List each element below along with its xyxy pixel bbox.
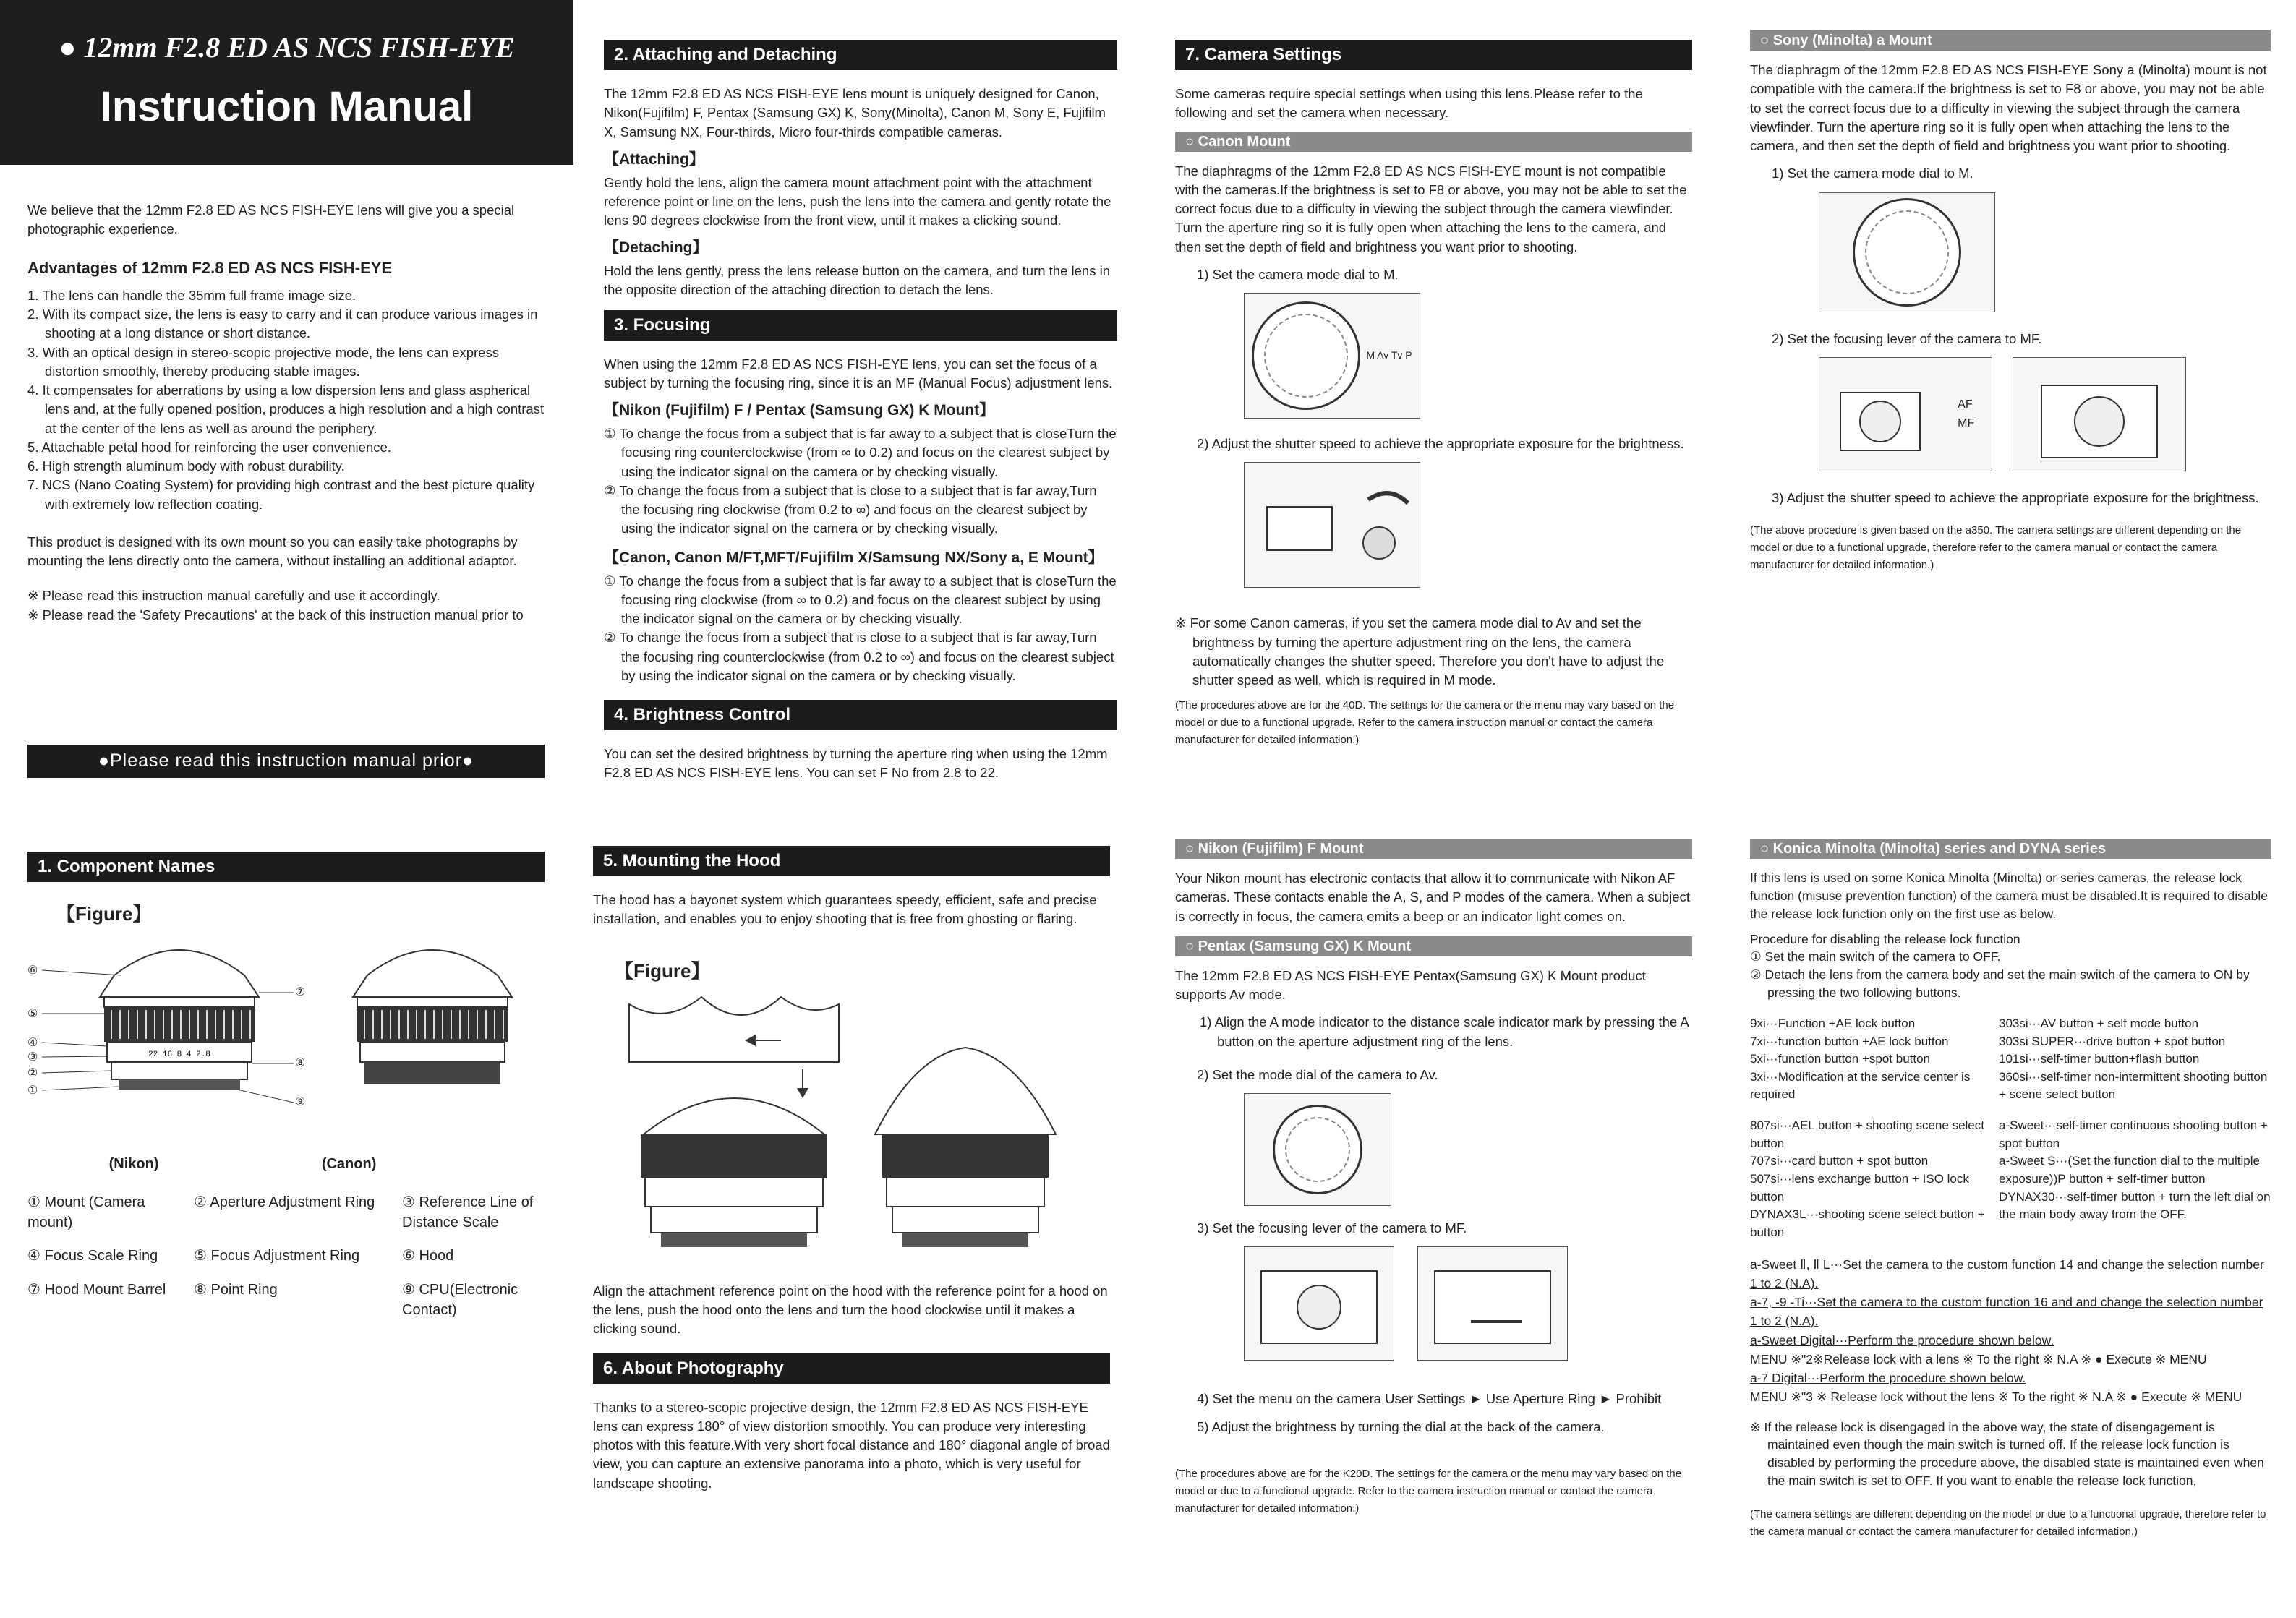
nikon-focus-heading: 【Nikon (Fujifilm) F / Pentax (Samsung GX) K Mount】 [604, 402, 995, 419]
camera-settings-text: Some cameras require special settings when using this lens.Please refer to the following and set the camera when necessary. [1175, 86, 1643, 121]
pentax-step-4: 4) Set the menu on the camera User Settings ► Use Aperture Ring ► Prohibit [1197, 1391, 1662, 1407]
part-label: ③ Reference Line of Distance Scale [402, 1194, 534, 1230]
model-entry: 707si···card button + spot button [1750, 1154, 1929, 1168]
custom-function-note: a-Sweet Ⅱ, Ⅱ L···Set the camera to the custom function 14 and change the selection number 1 to 2 (N.A). [1750, 1257, 2264, 1290]
svg-text:⑥: ⑥ [27, 964, 38, 977]
canon-focus-heading: 【Canon, Canon M/FT,MFT/Fujifilm X/Samsung NX/Sony a, E Mount】 [604, 549, 1104, 566]
camera-body-icon [2027, 367, 2172, 461]
attaching-heading: 【Attaching】 [604, 150, 704, 168]
list-item: 5. Attachable petal hood for reinforcing the user convenience. [27, 439, 391, 455]
part-label: ⑨ CPU(Electronic Contact) [402, 1281, 518, 1319]
konica-text: If this lens is used on some Konica Minolta (Minolta) or series cameras, the release lock function (misuse prevention function) of the camera must be disabled.It is required to disable the release lock function only on the first use as below. [1750, 870, 2268, 921]
section-heading: 5. Mounting the Hood [593, 846, 1110, 876]
pentax-step-1: 1) Align the A mode indicator to the distance scale indicator mark by pressing the A button on the aperture adjustment ring of the lens. [1200, 1014, 1689, 1049]
section-heading: 2. Attaching and Detaching [604, 40, 1117, 70]
konica-heading: ○ Konica Minolta (Minolta) series and DYNA series [1750, 839, 2271, 859]
canon-fine-print: (The procedures above are for the 40D. The settings for the camera or the menu may vary based on the model or due to a functional upgrade. Refer to the camera instruction manual or contact the camera manufacturer for detailed information.) [1175, 699, 1675, 747]
focus-step: ② To change the focus from a subject that is close to a subject that is far away,Turn the focusing ring clockwise (from 0.2 to ∞) and focus on the clearest subject by using the indicator signal on the camera or by checking visually. [604, 482, 1097, 536]
model-entry: 3xi···Modification at the service center is required [1750, 1069, 1971, 1102]
model-button-table [1750, 1015, 2271, 1242]
menu-sequence: MENU ※"2※Release lock with a lens ※ To the right ※ N.A ※ ● Execute ※ MENU [1750, 1351, 2207, 1366]
mode-dial-icon [1273, 1105, 1362, 1194]
column-2-top [604, 40, 1117, 790]
canon-step-2: 2) Adjust the shutter speed to achieve the appropriate exposure for the brightness. [1197, 436, 1684, 452]
advantages-list [27, 286, 552, 514]
canon-av-note: ※ For some Canon cameras, if you set the camera mode dial to Av and set the brightness by turning the aperture adjustment ring on the lens, the camera automatically changes the shutter speed. Therefore you don't have to adjust the shutter speed as well, which is required in M mode. [1175, 615, 1665, 688]
title-block [0, 0, 573, 165]
svg-text:⑦: ⑦ [295, 985, 306, 998]
section-heading: 4. Brightness Control [604, 700, 1117, 730]
sony-lever-figures [1819, 357, 2271, 471]
pentax-lever-figures [1244, 1246, 1692, 1361]
focus-lever-figure [1244, 1246, 1394, 1361]
camera-body-icon [1254, 1257, 1384, 1351]
focus-step: ② To change the focus from a subject that is close to a subject that is far away,Turn the focusing ring counterclockwise (from 0.2 to ∞) and focus on the clearest subject by using the indicator signal on the camera or by checking visually. [604, 630, 1114, 683]
model-entry: 807si···AEL button + shooting scene select button [1750, 1118, 1984, 1150]
custom-function-note: a-7 Digital···Perform the procedure shown below. [1750, 1371, 2026, 1386]
svg-text:⑤: ⑤ [27, 1007, 38, 1020]
sony-mode-dial-figure [1819, 192, 1995, 312]
section-heading: 6. About Photography [593, 1353, 1110, 1384]
canon-mount-text: The diaphragms of the 12mm F2.8 ED AS NCS FISH-EYE mount is not compatible with the cameras.If the brightness is set to F8 or above, you may not be able to set the correct focus due to a difficulty in viewing the subject through the camera viewfinder. Turn the aperture ring so it is fully open when attaching the lens to the camera, and then set the depth of field and brightness you want prior to shooting. [1175, 163, 1687, 254]
canon-mode-dial-figure [1244, 293, 1420, 419]
column-3-bottom [1175, 839, 1692, 1525]
model-entry: 9xi···Function +AE lock button [1750, 1016, 1916, 1030]
lens-diagram [27, 932, 545, 1149]
model-entry: DYNAX30···self-timer button + turn the left dial on the main body away from the OFF. [1999, 1189, 2271, 1222]
figure-label: 【Figure】 [615, 959, 710, 982]
list-item: 6. High strength aluminum body with robust durability. [27, 458, 345, 474]
svg-text:⑧: ⑧ [295, 1056, 306, 1069]
model-entry: 7xi···function button +AE lock button [1750, 1034, 1949, 1048]
section-heading: 1. Component Names [27, 852, 545, 882]
intro-section [27, 201, 552, 625]
nikon-mount-text: Your Nikon mount has electronic contacts that allow it to communicate with Nikon AF cameras. These contacts enable the A, S, and P modes of the camera. When a subject is correctly in focus, the camera emits a beep or an indicator light comes on. [1175, 870, 1690, 924]
hood-diagram [593, 990, 1110, 1264]
read-manual-banner: ●Please read this instruction manual prior● [27, 745, 545, 778]
menu-sequence: MENU ※"3 ※ Release lock without the lens ※ To the right ※ N.A ※ ● Execute ※ MENU [1750, 1390, 2242, 1405]
list-item: 1. The lens can handle the 35mm full frame image size. [27, 287, 357, 303]
list-item: 7. NCS (Nano Coating System) for providing high contrast and the best picture quality with extremely low reflection coating. [27, 477, 535, 512]
section-heading: 7. Camera Settings [1175, 40, 1692, 70]
column-4-top [1750, 30, 2271, 581]
brightness-text: You can set the desired brightness by turning the aperture ring when using the 12mm F2.8 ED AS NCS FISH-EYE lens. You can set F No from 2.8 to 22. [604, 746, 1108, 781]
list-item: 4. It compensates for aberrations by using a low dispersion lens and glass aspherical lens and, at the fully opened position, produces a high resolution and a high contrast at the center of the lens as well as around the periphery. [27, 382, 545, 436]
mount-compat-text: The 12mm F2.8 ED AS NCS FISH-EYE lens mount is uniquely designed for Canon, Nikon(Fujifilm) F, Pentax (Samsung GX) K, Sony(Minolta), Canon M, Sony E, Fujifilm X, Samsung NX, Four-thirds, Micro four-thirds compatible cameras. [604, 86, 1106, 140]
camera-dial-icon [1252, 471, 1412, 579]
column-4-bottom [1750, 839, 2271, 1548]
part-label: ⑦ Hood Mount Barrel [27, 1281, 166, 1298]
sony-step-3: 3) Adjust the shutter speed to achieve the appropriate exposure for the brightness. [1772, 489, 2259, 505]
mount-paragraph: This product is designed with its own mount so you can easily take photographs by mounting the lens directly onto the camera, without installing an additional adaptor. [27, 534, 518, 569]
model-entry: 507si···lens exchange button + ISO lock button [1750, 1172, 1969, 1204]
svg-text:①: ① [27, 1084, 38, 1097]
nikon-lens-illustration [100, 950, 259, 1090]
mode-dial-icon [1252, 301, 1360, 410]
focusing-text: When using the 12mm F2.8 ED AS NCS FISH-EYE lens, you can set the focus of a subject by turning the focusing ring, since it is an MF (Manual Focus) adjustment lens. [604, 356, 1113, 391]
pentax-step-2: 2) Set the mode dial of the camera to Av. [1197, 1066, 1438, 1082]
pentax-step-3: 3) Set the focusing lever of the camera to MF. [1197, 1220, 1467, 1236]
svg-text:④: ④ [27, 1036, 38, 1049]
product-subtitle: ● 12mm F2.8 ED AS NCS FISH-EYE [59, 31, 515, 64]
sony-mount-heading: ○ Sony (Minolta) a Mount [1750, 30, 2271, 51]
photography-text: Thanks to a stereo-scopic projective design, the 12mm F2.8 ED AS NCS FISH-EYE lens can express 180° of view distortion smoothly. You can produce very interesting photos with this feature.With very short focal distance and 180° diagonal angle of broad view, you can capture an extensive panorama into a photo, which is very useful for landscape shooting. [593, 1399, 1110, 1491]
release-lock-note: ※ If the release lock is disengaged in the above way, the state of disengagement is maintained even though the main switch is turned off. If the release lock function is disabled by performing the procedure above, the disabled state is maintained even when the main switch is set to OFF. If you want to enable the release lock function, [1750, 1419, 2264, 1489]
part-label: ⑤ Focus Adjustment Ring [194, 1248, 360, 1264]
sony-step-1: 1) Set the camera mode dial to M. [1772, 166, 1973, 181]
hood-text: The hood has a bayonet system which guarantees speedy, efficient, safe and precise installation, and enables you to enjoy shooting that is free from ghosting or flaring. [593, 892, 1097, 927]
svg-text:③: ③ [27, 1050, 38, 1063]
detaching-text: Hold the lens gently, press the lens release button on the camera, and turn the lens in the opposite direction of the attaching direction to detach the lens. [604, 263, 1111, 298]
sony-mount-text: The diaphragm of the 12mm F2.8 ED AS NCS FISH-EYE Sony a (Minolta) mount is not compatible with the camera.If the brightness is set to F8 or above, you may not be able to set the correct focus due to a difficulty in viewing the subject through the camera viewfinder. Turn the aperture ring so it is fully open when attaching the lens to the camera, and then set the depth of field and brightness you want prior to shooting. [1750, 62, 2267, 154]
af-mf-detail-figure [2013, 357, 2186, 471]
safety-note: ※ Please read the 'Safety Precautions' at the back of this instruction manual prior to [27, 607, 524, 622]
intro-paragraph: We believe that the 12mm F2.8 ED AS NCS FISH-EYE lens will give you a special photographic experience. [27, 202, 515, 237]
canon-lens-illustration [353, 950, 512, 1084]
custom-function-note: a-7, -9 -Ti···Set the camera to the custom function 16 and and change the selection number 1 to 2 (N.A). [1750, 1295, 2263, 1329]
nikon-caption: (Nikon) [108, 1156, 159, 1173]
part-label: ④ Focus Scale Ring [27, 1248, 158, 1264]
konica-step: ① Set the main switch of the camera to OFF. [1750, 949, 2001, 964]
model-entry: a-Sweet S···(Set the function dial to the multiple exposure))P button + self-timer button [1999, 1154, 2260, 1186]
read-note: ※ Please read this instruction manual carefully and use it accordingly. [27, 588, 440, 604]
dial-mode-labels: M Av Tv P [1366, 349, 1412, 361]
model-entry: 360si···self-timer non-intermittent shooting button + scene select button [1999, 1069, 2268, 1102]
attaching-text: Gently hold the lens, align the camera mount attachment point with the attachment reference point or line on the lens, push the lens into the camera and gently rotate the lens 90 degrees clockwise from the front view, until it makes a clicking sound. [604, 174, 1111, 228]
detaching-heading: 【Detaching】 [604, 239, 708, 257]
part-label: ② Aperture Adjustment Ring [194, 1194, 375, 1210]
mf-label: MF [1958, 416, 1975, 429]
section-heading: 3. Focusing [604, 310, 1117, 341]
list-item: 2. With its compact size, the lens is easy to carry and it can produce various images in shooting at a long distance or short distance. [27, 307, 538, 341]
model-entry: 5xi···function button +spot button [1750, 1052, 1931, 1066]
lens-captions [27, 1154, 458, 1174]
figure-label: 【Figure】 [56, 903, 152, 925]
canon-mount-heading: ○ Canon Mount [1175, 132, 1692, 152]
sony-step-2: 2) Set the focusing lever of the camera to MF. [1772, 330, 2042, 346]
camera-body-icon [1837, 374, 1924, 454]
focus-lever-detail-figure [1417, 1246, 1568, 1361]
lever-icon [1427, 1257, 1558, 1351]
focus-step: ① To change the focus from a subject that is far away to a subject that is closeTurn the focusing ring clockwise (from ∞ to 0.2) and focus on the clearest subject by using the indicator signal on the camera or by checking visually. [604, 573, 1117, 627]
sony-fine-print: (The above procedure is given based on the a350. The camera settings are different depending on the model or due to a functional upgrade, therefore refer to the camera manual or contact the camera manufacturer for detailed information.) [1750, 524, 2242, 572]
pentax-step-5: 5) Adjust the brightness by turning the dial at the back of the camera. [1197, 1418, 1605, 1434]
cover-panel [0, 0, 573, 165]
focus-step: ① To change the focus from a subject that is far away to a subject that is closeTurn the focusing ring counterclockwise (from ∞ to 0.2) and focus on the clearest subject by using the indicator signal on the camera or by checking visually. [604, 426, 1117, 479]
model-entry: 303si SUPER···drive button + spot button [1999, 1034, 2226, 1048]
nikon-mount-heading: ○ Nikon (Fujifilm) F Mount [1175, 839, 1692, 859]
konica-procedure-title: Procedure for disabling the release lock function [1750, 931, 2020, 946]
component-names-section [27, 852, 545, 1321]
canon-step-1: 1) Set the camera mode dial to M. [1197, 266, 1399, 282]
lens-scale-text: 22 16 8 4 2.8 [148, 1050, 210, 1059]
pentax-mount-heading: ○ Pentax (Samsung GX) K Mount [1175, 936, 1692, 956]
column-3-top [1175, 40, 1692, 756]
custom-function-note: a-Sweet Digital···Perform the procedure shown below. [1750, 1332, 2054, 1348]
konica-fine-print: (The camera settings are different depending on the model or due to a functional upgrade, therefore refer to the camera manual or contact the camera manufacturer for detailed information.) [1750, 1507, 2266, 1538]
custom-function-notes [1750, 1255, 2271, 1407]
list-item: 3. With an optical design in stereo-scopic projective mode, the lens can express distortion smoothly, thereby producing stable images. [27, 344, 499, 379]
manual-title: Instruction Manual [100, 83, 474, 131]
part-label: ⑥ Hood [402, 1248, 454, 1264]
pentax-mode-dial-figure [1244, 1093, 1391, 1206]
pentax-mount-text: The 12mm F2.8 ED AS NCS FISH-EYE Pentax(Samsung GX) K Mount product supports Av mode. [1175, 967, 1646, 1003]
svg-text:②: ② [27, 1066, 38, 1079]
canon-caption: (Canon) [321, 1156, 377, 1173]
af-mf-switch-figure [1819, 357, 1992, 471]
shutter-dial-figure [1244, 462, 1420, 588]
konica-step: ② Detach the lens from the camera body and set the main switch of the camera to ON by pressing the two following buttons. [1750, 967, 2250, 1001]
mode-dial-icon [1853, 198, 1961, 307]
hood-instruction: Align the attachment reference point on the hood with the reference point for a hood on the lens, push the hood onto the lens and turn the hood clockwise until it makes a clicking sound. [593, 1283, 1108, 1337]
model-entry: a-Sweet···self-timer continuous shooting button + spot button [1999, 1118, 2268, 1150]
af-label: AF [1958, 398, 1973, 411]
model-entry: 101si···self-timer button+flash button [1999, 1052, 2200, 1066]
model-entry: 303si···AV button + self mode button [1999, 1016, 2199, 1030]
part-label: ⑧ Point Ring [194, 1281, 278, 1298]
part-label: ① Mount (Camera mount) [27, 1194, 145, 1230]
model-entry: DYNAX3L···shooting scene select button + button [1750, 1207, 1985, 1239]
pentax-fine-print: (The procedures above are for the K20D. The settings for the camera or the menu may vary based on the model or due to a functional upgrade. Refer to the camera instruction manual or contact the camera manufacturer for detailed information.) [1175, 1467, 1682, 1515]
advantages-title: Advantages of 12mm F2.8 ED AS NCS FISH-EYE [27, 258, 393, 277]
parts-grid [27, 1192, 545, 1321]
column-2-bottom [593, 846, 1110, 1500]
svg-text:⑨: ⑨ [295, 1095, 306, 1108]
